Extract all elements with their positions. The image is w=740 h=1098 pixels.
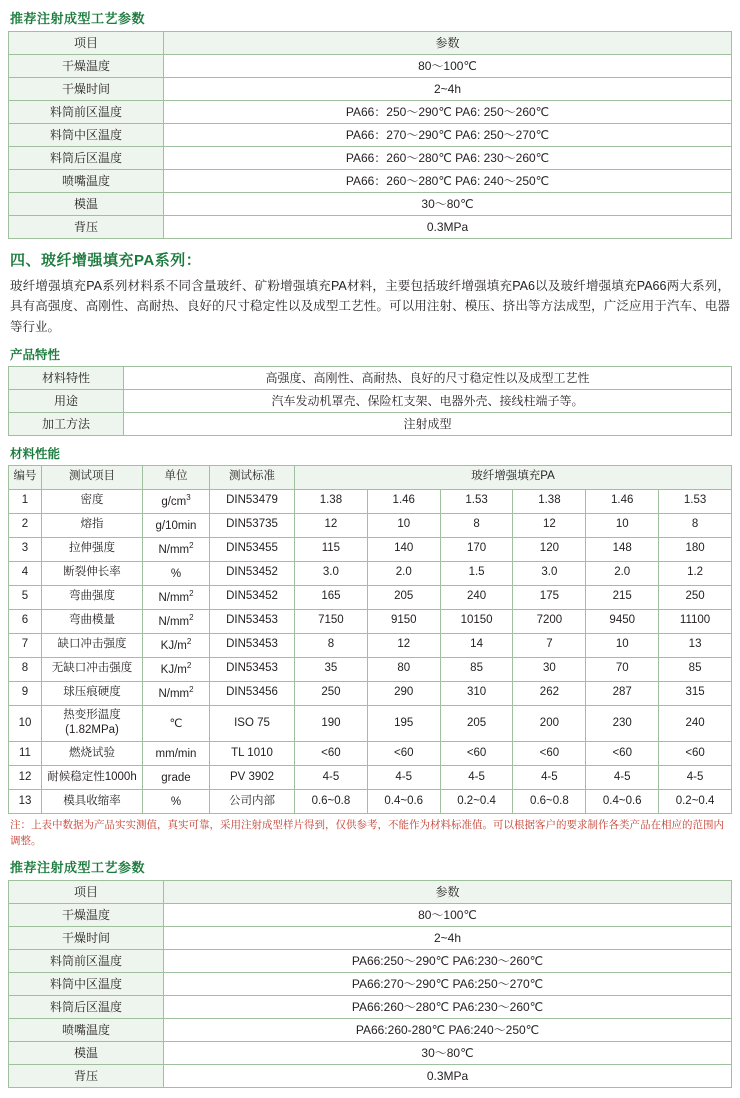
cell-value: 1.5 (440, 561, 513, 585)
chapter-title: 四、玻纤增强填充PA系列： (10, 252, 202, 269)
cell-value: 250 (659, 585, 732, 609)
row-label: 模温 (9, 193, 164, 216)
table-row (9, 585, 732, 609)
unit-base: grade (161, 771, 191, 784)
cell-value: 0.2~0.4 (659, 789, 732, 813)
table-row (9, 973, 732, 996)
cell-value: <60 (659, 741, 732, 765)
cell-value: 12 (513, 513, 586, 537)
unit-base: g/cm (161, 495, 187, 508)
cell-value: 0.4~0.6 (367, 789, 440, 813)
cell-value: 8 (440, 513, 513, 537)
chapter-paragraph: 玻纤增强填充PA系列材料系不同含量玻纤、矿粉增强填充PA材料，主要包括玻纤增强填充PA6以及玻纤增强填充PA66两大系列，具有高强度、高刚性、高耐热、良好的尺寸稳定性以及成型工艺性。可以用注射、模压、挤出等方法成型，广泛应用于汽车、电器等行业。 (10, 279, 730, 334)
cell-no: 7 (9, 633, 42, 657)
cell-item: 拉伸强度 (42, 537, 143, 561)
cell-value: 35 (295, 657, 368, 681)
table-row (9, 881, 732, 904)
row-value: PA66:260-280℃ PA6:240～250℃ (164, 1019, 732, 1042)
cell-standard: DIN53735 (210, 513, 295, 537)
cell-value: 4-5 (586, 765, 659, 789)
cell-unit (143, 681, 210, 705)
row-label: 喷嘴温度 (9, 170, 164, 193)
top-process-table (8, 31, 732, 239)
row-value: 0.3MPa (164, 216, 732, 239)
cell-no: 2 (9, 513, 42, 537)
table-row (9, 216, 732, 239)
cell-value: 12 (367, 633, 440, 657)
unit-base: N/mm (158, 615, 190, 628)
cell-standard: PV 3902 (210, 765, 295, 789)
cell-value: 4-5 (440, 765, 513, 789)
cell-value: 215 (586, 585, 659, 609)
row-value: 2~4h (164, 78, 732, 101)
col-header-no: 编号 (9, 465, 42, 489)
cell-item: 断裂伸长率 (42, 561, 143, 585)
cell-value: 4-5 (295, 765, 368, 789)
table-row (9, 170, 732, 193)
unit-exponent: 2 (189, 540, 194, 550)
row-value: PA66：270～290℃ PA6: 250～270℃ (164, 124, 732, 147)
cell-standard: DIN53452 (210, 561, 295, 585)
row-label: 背压 (9, 216, 164, 239)
performance-table (8, 465, 732, 814)
cell-item: 熔指 (42, 513, 143, 537)
cell-value: 4-5 (659, 765, 732, 789)
cell-value: 115 (295, 537, 368, 561)
top-process-header-param: 参数 (164, 32, 732, 55)
row-label: 模温 (9, 1042, 164, 1065)
cell-value: 10150 (440, 609, 513, 633)
cell-value: 80 (367, 657, 440, 681)
cell-item: 热变形温度(1.82MPa) (42, 705, 143, 741)
table-row (9, 55, 732, 78)
unit-base: % (170, 567, 182, 580)
unit-base: KJ/m (160, 639, 187, 652)
row-value: 0.3MPa (164, 1065, 732, 1088)
row-label: 加工方法 (9, 412, 124, 435)
cell-value: <60 (513, 741, 586, 765)
cell-standard: DIN53453 (210, 657, 295, 681)
cell-value: 10 (586, 633, 659, 657)
unit-exponent: 2 (186, 636, 192, 646)
row-label: 干燥时间 (9, 78, 164, 101)
col-header-unit: 单位 (143, 465, 210, 489)
cell-no: 8 (9, 657, 42, 681)
cell-value: 3.0 (513, 561, 586, 585)
cell-no: 1 (9, 489, 42, 513)
cell-value: 1.2 (659, 561, 732, 585)
cell-item: 模具收缩率 (42, 789, 143, 813)
cell-value: 13 (659, 633, 732, 657)
cell-no: 12 (9, 765, 42, 789)
cell-unit (143, 741, 210, 765)
unit-exponent: 2 (189, 684, 194, 694)
features-table (8, 366, 732, 436)
table-row (9, 412, 732, 435)
row-value: 2~4h (164, 927, 732, 950)
cell-value: 262 (513, 681, 586, 705)
cell-value: 10 (586, 513, 659, 537)
cell-value: 12 (295, 513, 368, 537)
cell-value: 85 (659, 657, 732, 681)
cell-value: 8 (659, 513, 732, 537)
unit-exponent: 2 (189, 588, 194, 598)
cell-standard: DIN53456 (210, 681, 295, 705)
cell-value: 7200 (513, 609, 586, 633)
cell-item: 弯曲模量 (42, 609, 143, 633)
unit-base: ℃ (169, 717, 183, 730)
cell-value: 240 (440, 585, 513, 609)
cell-value: 11100 (659, 609, 732, 633)
cell-value: 180 (659, 537, 732, 561)
cell-value: 8 (295, 633, 368, 657)
cell-unit (143, 561, 210, 585)
cell-item: 燃烧试验 (42, 741, 143, 765)
row-label: 料筒中区温度 (9, 124, 164, 147)
cell-value: 290 (367, 681, 440, 705)
cell-item: 密度 (42, 489, 143, 513)
cell-value: <60 (586, 741, 659, 765)
cell-unit (143, 513, 210, 537)
table-row (9, 32, 732, 55)
table-row (9, 741, 732, 765)
row-value: PA66:270～290℃ PA6:250～270℃ (164, 973, 732, 996)
col-header-item: 测试项目 (42, 465, 143, 489)
cell-value: 310 (440, 681, 513, 705)
cell-value: 170 (440, 537, 513, 561)
cell-value: 1.53 (440, 489, 513, 513)
bottom-process-header-item: 项目 (9, 881, 164, 904)
cell-value: 1.38 (295, 489, 368, 513)
unit-base: g/10min (155, 519, 197, 532)
unit-exponent: 2 (186, 660, 192, 670)
cell-value: 10 (367, 513, 440, 537)
cell-unit (143, 537, 210, 561)
cell-no: 5 (9, 585, 42, 609)
cell-value: 14 (440, 633, 513, 657)
cell-standard: DIN53453 (210, 609, 295, 633)
unit-base: N/mm (158, 543, 190, 556)
cell-item: 球压痕硬度 (42, 681, 143, 705)
row-label: 料筒中区温度 (9, 973, 164, 996)
table-row (9, 78, 732, 101)
col-header-series: 玻纤增强填充PA (295, 465, 732, 489)
unit-exponent: 3 (186, 492, 191, 502)
cell-value: 190 (295, 705, 368, 741)
cell-standard: DIN53455 (210, 537, 295, 561)
cell-value: 165 (295, 585, 368, 609)
cell-value: 3.0 (295, 561, 368, 585)
row-label: 料筒后区温度 (9, 147, 164, 170)
row-value: PA66：250～290℃ PA6: 250～260℃ (164, 101, 732, 124)
cell-standard: ISO 75 (210, 705, 295, 741)
col-header-standard: 测试标准 (210, 465, 295, 489)
table-row (9, 789, 732, 813)
cell-value: 70 (586, 657, 659, 681)
cell-value: <60 (440, 741, 513, 765)
row-label: 干燥温度 (9, 55, 164, 78)
cell-standard: DIN53479 (210, 489, 295, 513)
cell-no: 13 (9, 789, 42, 813)
cell-no: 10 (9, 705, 42, 741)
table-row (9, 996, 732, 1019)
cell-unit (143, 585, 210, 609)
table-row (9, 561, 732, 585)
unit-base: N/mm (158, 591, 190, 604)
cell-value: <60 (367, 741, 440, 765)
cell-value: 9150 (367, 609, 440, 633)
row-label: 料筒后区温度 (9, 996, 164, 1019)
cell-value: 140 (367, 537, 440, 561)
cell-value: 85 (440, 657, 513, 681)
cell-standard: 公司内部 (210, 789, 295, 813)
cell-standard: DIN53452 (210, 585, 295, 609)
row-value: 30～80℃ (164, 193, 732, 216)
cell-value: 9450 (586, 609, 659, 633)
cell-unit (143, 789, 210, 813)
cell-value: 120 (513, 537, 586, 561)
cell-standard: DIN53453 (210, 633, 295, 657)
table-row (9, 537, 732, 561)
cell-unit (143, 633, 210, 657)
cell-unit (143, 609, 210, 633)
table-row (9, 1019, 732, 1042)
cell-value: 175 (513, 585, 586, 609)
table-row (9, 147, 732, 170)
cell-value: 30 (513, 657, 586, 681)
bottom-process-title: 推荐注射成型工艺参数 (10, 860, 146, 876)
cell-value: <60 (295, 741, 368, 765)
features-title: 产品特性 (10, 347, 61, 362)
cell-value: 2.0 (586, 561, 659, 585)
table-row (9, 927, 732, 950)
unit-exponent: 2 (189, 612, 194, 622)
cell-value: 1.46 (586, 489, 659, 513)
row-value: 30～80℃ (164, 1042, 732, 1065)
bottom-process-table (8, 880, 732, 1088)
cell-value: 0.6~0.8 (513, 789, 586, 813)
cell-item: 弯曲强度 (42, 585, 143, 609)
cell-unit (143, 657, 210, 681)
cell-value: 1.38 (513, 489, 586, 513)
table-row (9, 193, 732, 216)
cell-value: 2.0 (367, 561, 440, 585)
cell-value: 315 (659, 681, 732, 705)
row-value: 汽车发动机罩壳、保险杠支架、电器外壳、接线柱端子等。 (124, 389, 732, 412)
cell-value: 4-5 (367, 765, 440, 789)
row-label: 料筒前区温度 (9, 950, 164, 973)
table-row (9, 1065, 732, 1088)
table-row (9, 681, 732, 705)
unit-base: KJ/m (160, 663, 187, 676)
row-value: PA66：260～280℃ PA6: 230～260℃ (164, 147, 732, 170)
cell-value: 7 (513, 633, 586, 657)
table-row (9, 950, 732, 973)
cell-no: 4 (9, 561, 42, 585)
cell-unit (143, 489, 210, 513)
table-row (9, 657, 732, 681)
table-row (9, 765, 732, 789)
row-value: PA66：260～280℃ PA6: 240～250℃ (164, 170, 732, 193)
cell-value: 148 (586, 537, 659, 561)
cell-no: 9 (9, 681, 42, 705)
cell-no: 11 (9, 741, 42, 765)
cell-item: 耐候稳定性1000h (42, 765, 143, 789)
table-row (9, 705, 732, 741)
cell-item: 缺口冲击强度 (42, 633, 143, 657)
cell-value: 200 (513, 705, 586, 741)
top-process-header-item: 项目 (9, 32, 164, 55)
cell-no: 6 (9, 609, 42, 633)
cell-value: 195 (367, 705, 440, 741)
unit-base: N/mm (158, 687, 190, 700)
table-row (9, 101, 732, 124)
table-row (9, 124, 732, 147)
cell-value: 0.4~0.6 (586, 789, 659, 813)
cell-value: 1.46 (367, 489, 440, 513)
row-label: 材料特性 (9, 366, 124, 389)
cell-value: 1.53 (659, 489, 732, 513)
bottom-process-header-param: 参数 (164, 881, 732, 904)
table-row (9, 904, 732, 927)
row-value: PA66:260～280℃ PA6:230～260℃ (164, 996, 732, 1019)
cell-value: 0.6~0.8 (295, 789, 368, 813)
cell-value: 0.2~0.4 (440, 789, 513, 813)
table-header-row (9, 465, 732, 489)
cell-value: 205 (367, 585, 440, 609)
table-row (9, 633, 732, 657)
cell-unit (143, 705, 210, 741)
cell-value: 7150 (295, 609, 368, 633)
table-row (9, 1042, 732, 1065)
table-row (9, 389, 732, 412)
cell-item: 无缺口冲击强度 (42, 657, 143, 681)
row-value: 注射成型 (124, 412, 732, 435)
row-value: PA66:250～290℃ PA6:230～260℃ (164, 950, 732, 973)
cell-value: 205 (440, 705, 513, 741)
row-value: 80～100℃ (164, 904, 732, 927)
top-process-title: 推荐注射成型工艺参数 (10, 11, 146, 26)
row-label: 喷嘴温度 (9, 1019, 164, 1042)
cell-value: 287 (586, 681, 659, 705)
cell-no: 3 (9, 537, 42, 561)
row-value: 高强度、高刚性、高耐热、良好的尺寸稳定性以及成型工艺性 (124, 366, 732, 389)
row-label: 干燥温度 (9, 904, 164, 927)
unit-base: mm/min (155, 747, 197, 760)
cell-value: 230 (586, 705, 659, 741)
row-label: 背压 (9, 1065, 164, 1088)
table-row (9, 609, 732, 633)
performance-note: 注：上表中数据为产品实实测值，真实可靠，采用注射成型样片得到，仅供参考，不能作为材料标准值。可以根据客户的要求制作各类产品在相应的范围内调整。 (10, 818, 724, 847)
table-row (9, 489, 732, 513)
table-row (9, 366, 732, 389)
cell-value: 4-5 (513, 765, 586, 789)
row-value: 80～100℃ (164, 55, 732, 78)
row-label: 用途 (9, 389, 124, 412)
cell-value: 250 (295, 681, 368, 705)
cell-standard: TL 1010 (210, 741, 295, 765)
performance-title: 材料性能 (10, 446, 61, 461)
unit-base: % (170, 795, 182, 808)
cell-value: 240 (659, 705, 732, 741)
cell-unit (143, 765, 210, 789)
table-row (9, 513, 732, 537)
row-label: 料筒前区温度 (9, 101, 164, 124)
row-label: 干燥时间 (9, 927, 164, 950)
